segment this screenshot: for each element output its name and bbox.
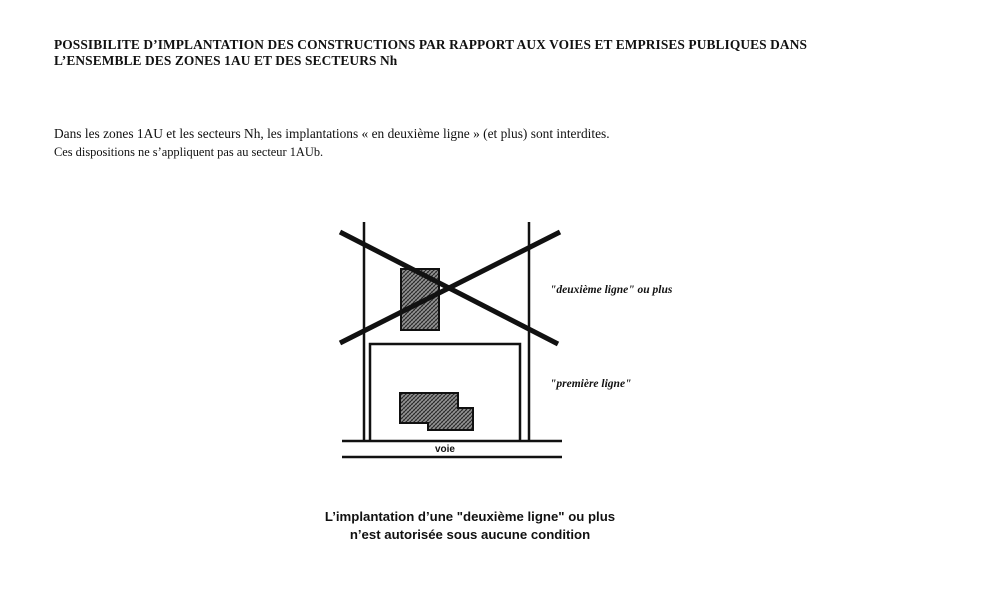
paragraph-line-1: Dans les zones 1AU et les secteurs Nh, les implantations « en deuxième ligne » (et plus) sont interdites. [54,126,610,141]
heading-line-2: L’ENSEMBLE DES ZONES 1AU ET DES SECTEURS Nh [54,53,398,68]
caption-line-2: n’est autorisée sous aucune condition [349,527,591,542]
caption-line-1: L’implantation d’une "deuxième ligne" ou plus [324,509,616,524]
implantation-diagram [330,222,570,472]
first-line-label: "première ligne" [550,378,632,390]
second-line-label: "deuxième ligne" ou plus [550,284,673,296]
front-building [400,393,473,430]
document-heading [54,37,974,69]
rule-paragraph [54,124,610,162]
road-label: voie [434,444,456,455]
heading-line-1: POSSIBILITE D’IMPLANTATION DES CONSTRUCTIONS PAR RAPPORT AUX VOIES ET EMPRISES PUBLIQUES DANS [54,37,808,52]
paragraph-line-2: Ces dispositions ne s’appliquent pas au secteur 1AUb. [54,145,324,159]
diagram-caption [230,508,710,544]
